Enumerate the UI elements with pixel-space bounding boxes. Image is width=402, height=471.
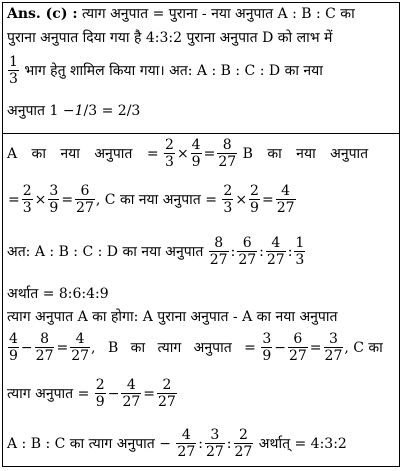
fraction-numerator: 2	[165, 137, 174, 153]
fraction-denominator: 27	[238, 252, 257, 269]
fraction	[261, 331, 272, 364]
fraction-denominator: 3	[165, 154, 174, 171]
fraction	[324, 331, 344, 364]
math-operator: :	[230, 243, 236, 260]
fraction-denominator: 3	[223, 200, 233, 217]
fraction-denominator: 27	[209, 252, 228, 269]
line-4-three2: 3	[131, 103, 141, 119]
line-4-slash2: /	[126, 103, 132, 119]
fraction-numerator: 3	[262, 331, 272, 347]
fraction-denominator: 9	[250, 200, 259, 217]
fraction	[8, 331, 19, 364]
fraction-denominator: 27	[324, 348, 343, 365]
fraction-numerator: 4	[70, 331, 90, 348]
fraction-denominator: 9	[49, 200, 59, 217]
fraction-one-third	[8, 54, 19, 87]
fraction-numerator: 8	[217, 137, 237, 154]
fraction-numerator: 2	[234, 427, 254, 444]
fraction-denominator: 27	[288, 348, 307, 365]
fraction-denominator: 27	[266, 252, 285, 269]
fraction	[276, 183, 296, 216]
line-10	[7, 331, 383, 364]
math-operator: =	[8, 191, 20, 208]
fraction-denominator: 27	[177, 444, 196, 461]
line-9-text: त्याग अनुपात A का होगा: A पुराना अनुपात - A का नया अनुपात	[7, 309, 338, 325]
fraction	[75, 183, 95, 216]
fraction-numerator: 4	[176, 427, 196, 444]
fraction	[22, 183, 33, 216]
line-8	[7, 287, 109, 301]
line-5-b: B का नया अनुपात	[242, 145, 369, 162]
fraction-numerator: 3	[205, 427, 225, 444]
fraction	[234, 427, 254, 460]
fraction-numerator: 4	[266, 235, 286, 252]
line-10-b: , B का त्याग अनुपात =	[91, 339, 256, 356]
math-operator: =	[56, 339, 69, 356]
math-operator: =	[203, 145, 216, 162]
fraction-denominator: 27	[122, 394, 141, 411]
line-4-slash: /	[83, 103, 89, 119]
fraction-numerator: 4	[191, 137, 201, 153]
line-10-c: , C का	[344, 339, 383, 356]
math-operator: :	[259, 243, 264, 260]
fraction-denominator: 9	[191, 154, 201, 171]
fraction-numerator: 2	[223, 183, 233, 199]
fraction	[237, 235, 257, 268]
line-5	[7, 137, 368, 170]
fraction-denominator: 3	[9, 71, 18, 88]
line-2-text: पुराना अनुपात दिया गया है 4:3:2 पुराना अनुपात D को लाभ में	[7, 30, 333, 46]
fraction	[288, 331, 308, 364]
answer-label: Ans. (c) :	[7, 6, 78, 22]
fraction-numerator: 1	[295, 235, 305, 251]
fraction-denominator: 3	[295, 252, 305, 269]
fraction	[95, 377, 106, 410]
fraction-denominator: 27	[35, 348, 54, 365]
fraction-numerator: 4	[9, 331, 18, 347]
separator	[3, 133, 399, 134]
line-4-two: 2	[117, 103, 127, 119]
fraction	[121, 377, 141, 410]
line-4-three: 3	[88, 103, 98, 119]
solution-document	[2, 2, 400, 467]
fraction-denominator: 27	[76, 200, 94, 217]
fraction-denominator: 27	[205, 444, 224, 461]
math-operator: :	[198, 435, 203, 452]
fraction-numerator: 6	[75, 183, 95, 200]
line-4-one: 1	[74, 103, 84, 119]
math-operator: :	[226, 435, 232, 452]
fraction-numerator: 3	[324, 331, 344, 348]
fraction-numerator: 2	[250, 183, 259, 199]
line-11	[7, 377, 178, 410]
line-7-a: अत: A : B : C : D का नया अनुपात	[7, 243, 204, 260]
line-6-c: , C का नया अनुपात =	[95, 191, 217, 208]
fraction-numerator: 2	[95, 377, 105, 393]
fraction-denominator: 9	[95, 394, 105, 411]
fraction	[222, 183, 233, 216]
math-operator: =	[61, 191, 74, 208]
fraction	[209, 235, 229, 268]
fraction-numerator: 2	[22, 183, 32, 199]
line-1	[7, 7, 355, 21]
math-operator: −	[20, 339, 33, 356]
fraction	[294, 235, 305, 268]
line-2	[7, 31, 332, 45]
fraction-numerator: 2	[157, 377, 177, 394]
line-5-a: A का नया अनुपात =	[7, 145, 159, 162]
fraction	[176, 427, 196, 460]
math-operator: −	[274, 339, 286, 356]
fraction-denominator: 9	[262, 348, 272, 365]
math-operator: ×	[34, 191, 47, 208]
math-operator: ×	[176, 145, 189, 162]
fraction-numerator: 8	[209, 235, 229, 252]
fraction	[205, 427, 225, 460]
fraction	[191, 137, 202, 170]
line-4-eq: =	[101, 103, 114, 119]
fraction-denominator: 9	[9, 348, 18, 365]
fraction	[35, 331, 55, 364]
line-6	[7, 183, 297, 216]
fraction-denominator: 27	[71, 348, 90, 365]
fraction-denominator: 27	[158, 394, 176, 411]
fraction-denominator: 27	[276, 200, 295, 217]
fraction-numerator: 6	[237, 235, 257, 252]
line-12-a: A : B : C का त्याग अनुपात −	[7, 435, 171, 452]
line-4-prefix: अनुपात 1 −	[7, 103, 75, 119]
fraction-numerator: 4	[121, 377, 141, 394]
line-12-b: अर्थात् = 4:3:2	[258, 435, 347, 452]
line-9	[7, 310, 337, 324]
line-3	[7, 54, 323, 87]
math-operator: =	[143, 385, 156, 402]
line-11-a: त्याग अनुपात =	[7, 385, 90, 402]
fraction-numerator: 8	[35, 331, 55, 348]
math-operator: =	[261, 191, 274, 208]
math-operator: ×	[235, 191, 248, 208]
math-operator: =	[309, 339, 322, 356]
fraction	[266, 235, 286, 268]
line-1-text: त्याग अनुपात = पुराना - नया अनुपात A : B : C का	[81, 6, 355, 22]
fraction	[249, 183, 260, 216]
fraction	[217, 137, 237, 170]
math-operator: :	[287, 243, 293, 260]
line-3-text: भाग हेतु शामिल किया गया। अत: A : B : C : D का नया	[24, 62, 323, 79]
line-7	[7, 235, 306, 268]
fraction-denominator: 27	[218, 154, 237, 171]
line-4	[7, 104, 140, 118]
fraction	[48, 183, 59, 216]
fraction	[70, 331, 90, 364]
fraction-numerator: 6	[288, 331, 308, 348]
fraction-denominator: 3	[22, 200, 32, 217]
fraction	[164, 137, 175, 170]
line-8-text: अर्थात = 8:6:4:9	[7, 286, 109, 302]
fraction-denominator: 27	[234, 444, 253, 461]
fraction-numerator: 1	[9, 54, 18, 70]
fraction	[157, 377, 177, 410]
line-12	[7, 427, 347, 460]
math-operator: −	[107, 385, 120, 402]
fraction-numerator: 4	[276, 183, 296, 200]
fraction-numerator: 3	[49, 183, 59, 199]
